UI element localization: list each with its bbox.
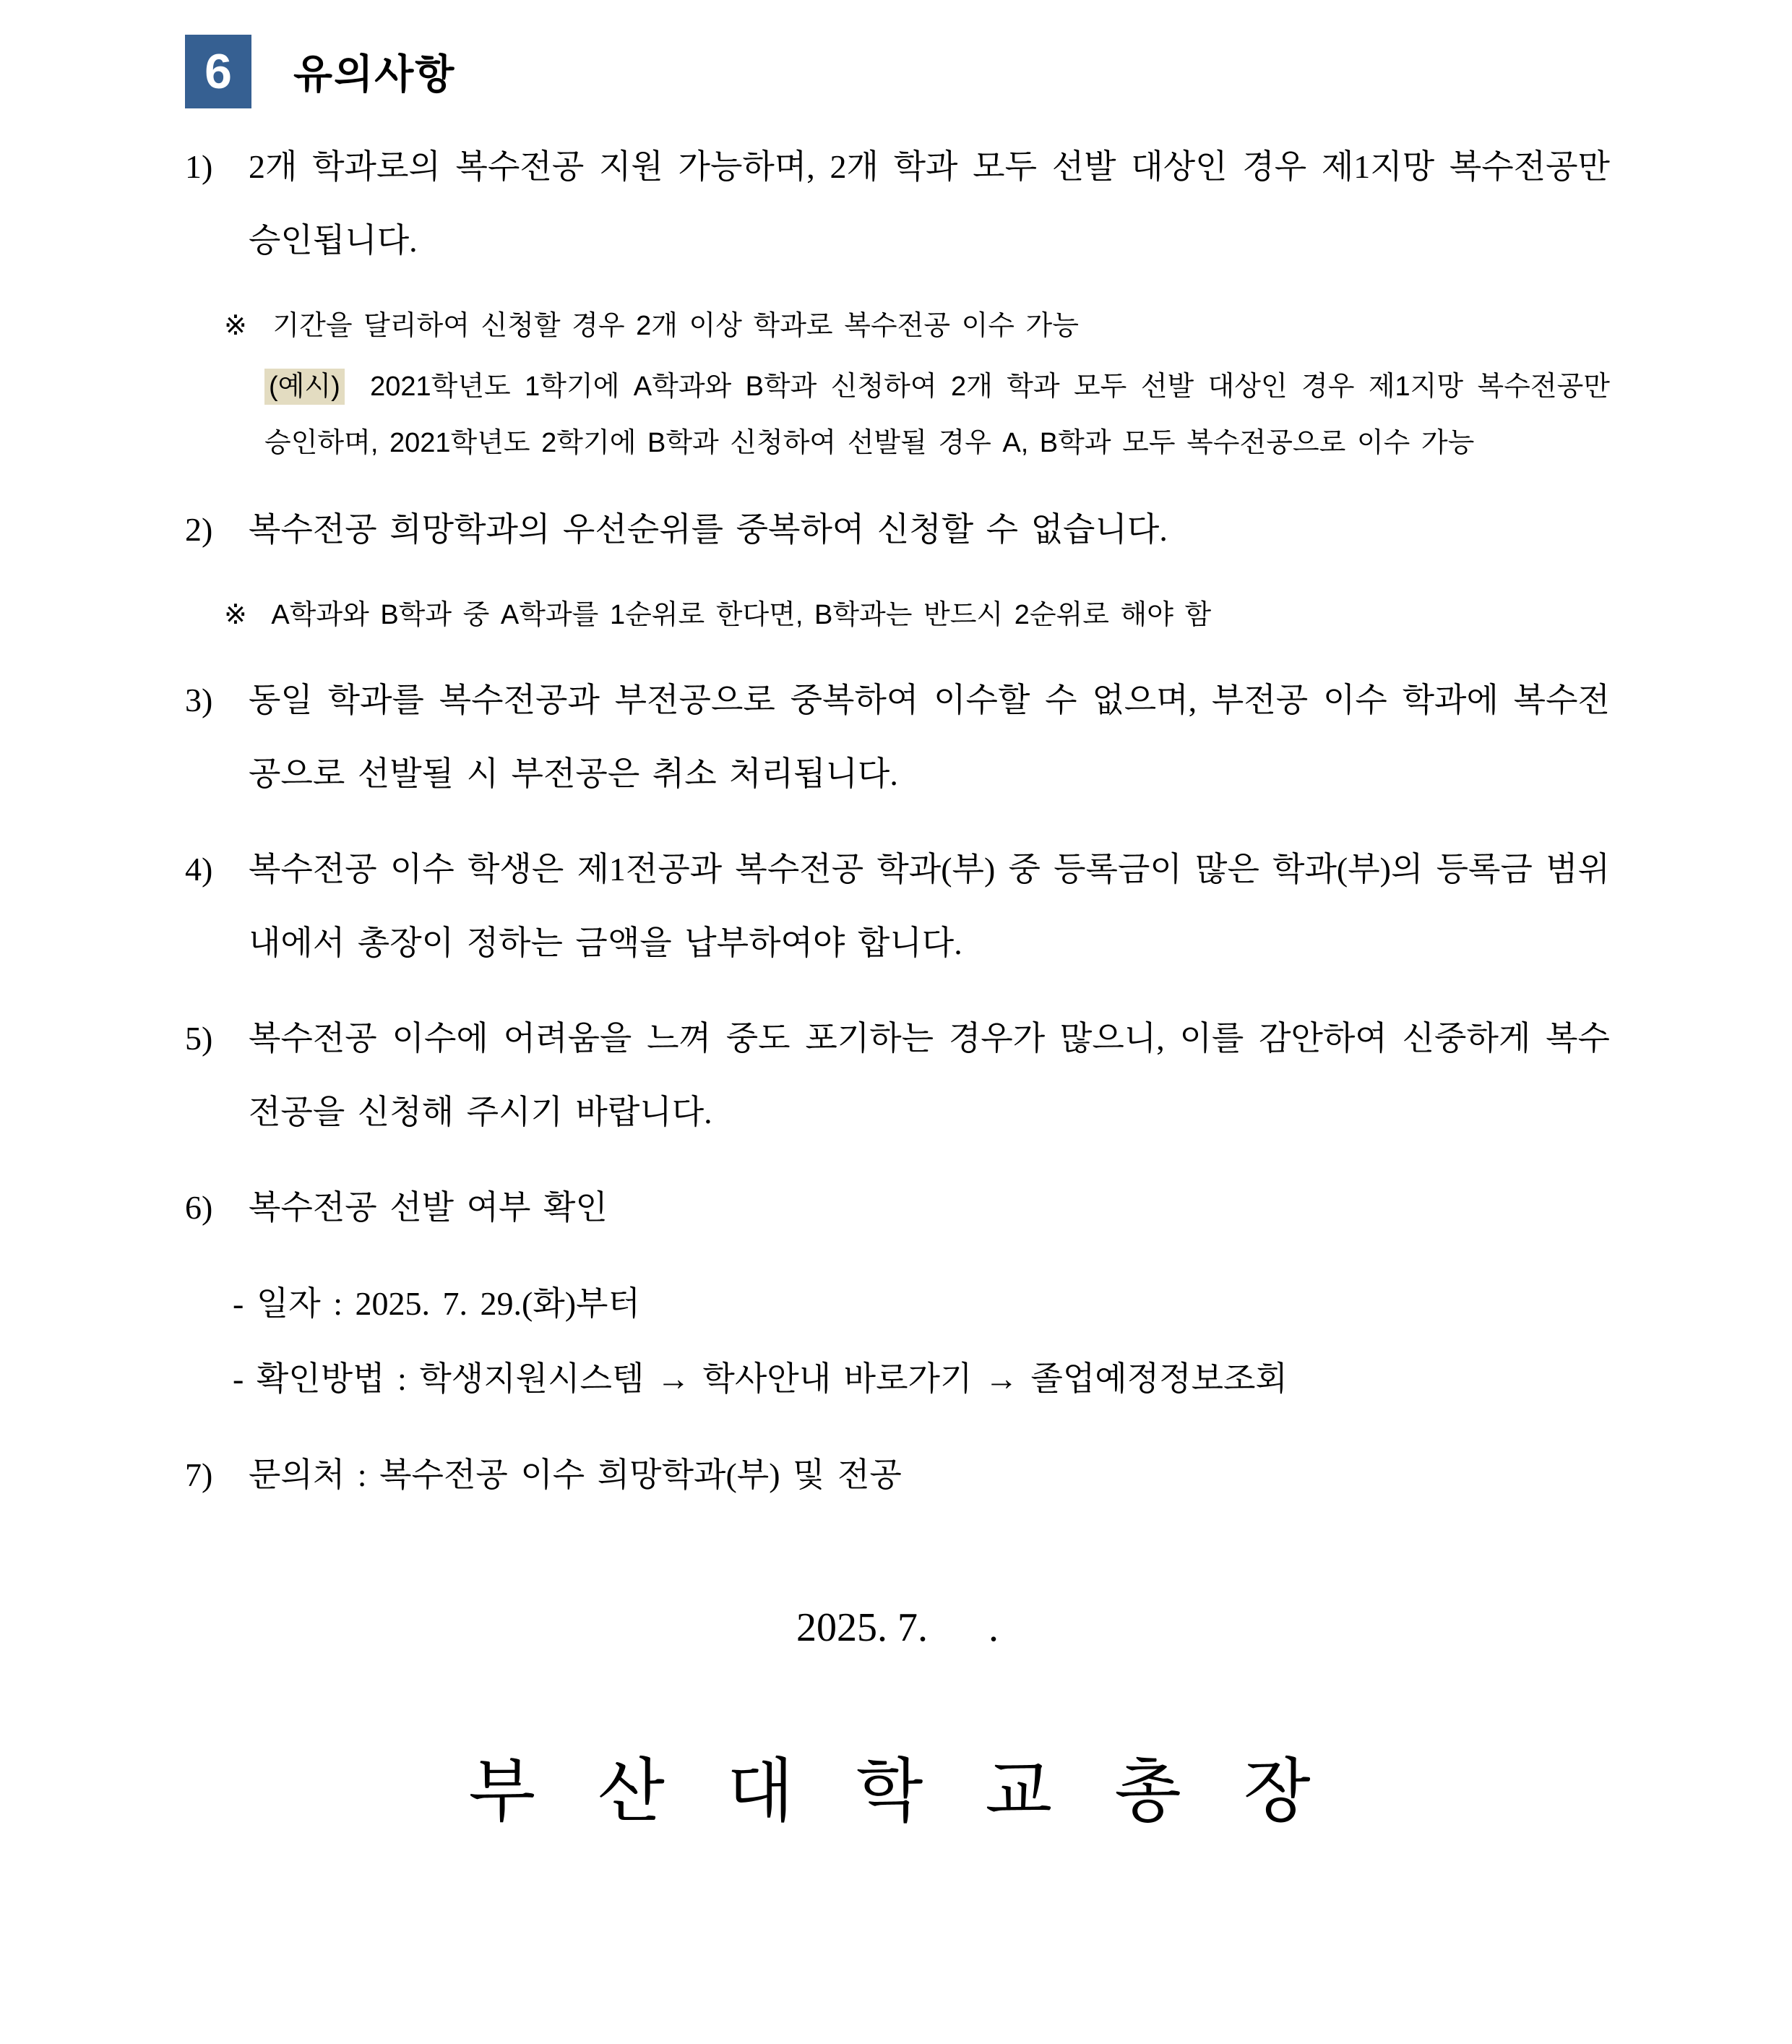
notice-item-5: [185, 1002, 1610, 1149]
subitem-check-method: - 확인방법 : 학생지원시스템 → 학사안내 바로가기 → 졸업예정정보조회: [233, 1360, 1288, 1397]
item-number: 2): [185, 511, 213, 548]
notice-item-4: [185, 833, 1610, 980]
notice-item-7: [185, 1438, 1610, 1512]
item-text: 복수전공 희망학과의 우선순위를 중복하여 신청할 수 없습니다.: [249, 511, 1168, 548]
item-text: 동일 학과를 복수전공과 부전공으로 중복하여 이수할 수 없으며, 부전공 이수 학과에 복수전공으로 선발될 시 부전공은 취소 처리됩니다.: [249, 682, 1610, 792]
section-number-badge: 6: [185, 35, 251, 108]
example-text: 2021학년도 1학기에 A학과와 B학과 신청하여 2개 학과 모두 선발 대상인 경우 제1지망 복수전공만 승인하며, 2021학년도 2학기에 B학과 신청하여 선발될 경우 A, B학과 모두 복수전공으로 이수 가능: [264, 372, 1610, 458]
item-text: 복수전공 선발 여부 확인: [249, 1189, 608, 1226]
item-text: 복수전공 이수 학생은 제1전공과 복수전공 학과(부) 중 등록금이 많은 학과(부)의 등록금 범위 내에서 총장이 정하는 금액을 납부하여야 합니다.: [249, 851, 1610, 961]
item-text: 복수전공 이수에 어려움을 느껴 중도 포기하는 경우가 많으니, 이를 감안하여 신중하게 복수전공을 신청해 주시기 바랍니다.: [249, 1020, 1610, 1130]
issuer-signature: 부 산 대 학 교 총 장: [468, 1753, 1327, 1830]
notice-content: [185, 130, 1610, 1512]
note-text: A학과와 B학과 중 A학과를 1순위로 한다면, B학과는 반드시 2순위로 해야 함: [271, 600, 1212, 630]
section-header: [185, 35, 1610, 108]
notice-item-3: [185, 664, 1610, 811]
item-text: 문의처 : 복수전공 이수 희망학과(부) 및 전공: [249, 1456, 902, 1493]
notice-item-1: [185, 130, 1610, 278]
item-number: 5): [185, 1020, 213, 1057]
note-text: 기간을 달리하여 신청할 경우 2개 이상 학과로 복수전공 이수 가능: [272, 311, 1079, 341]
item-text: 2개 학과로의 복수전공 지원 가능하며, 2개 학과 모두 선발 대상인 경우 제1지망 복수전공만 승인됩니다.: [249, 148, 1610, 259]
reference-note-1: [224, 299, 1610, 353]
reference-note-2: [224, 588, 1610, 642]
item-number: 7): [185, 1456, 213, 1493]
reference-mark-icon: ※: [224, 600, 247, 630]
item-number: 6): [185, 1189, 213, 1226]
example-label: (예시): [264, 369, 345, 405]
notice-item-6: [185, 1171, 1610, 1245]
item-number: 3): [185, 682, 213, 718]
example-note: [264, 358, 1610, 471]
reference-mark-icon: ※: [224, 311, 247, 341]
item-number: 4): [185, 851, 213, 888]
item-number: 1): [185, 148, 213, 185]
notice-item-2: [185, 493, 1610, 567]
document-date: 2025. 7. .: [796, 1605, 999, 1650]
subitem-date: - 일자 : 2025. 7. 29.(화)부터: [233, 1285, 640, 1322]
section-title: 유의사항: [293, 51, 456, 97]
